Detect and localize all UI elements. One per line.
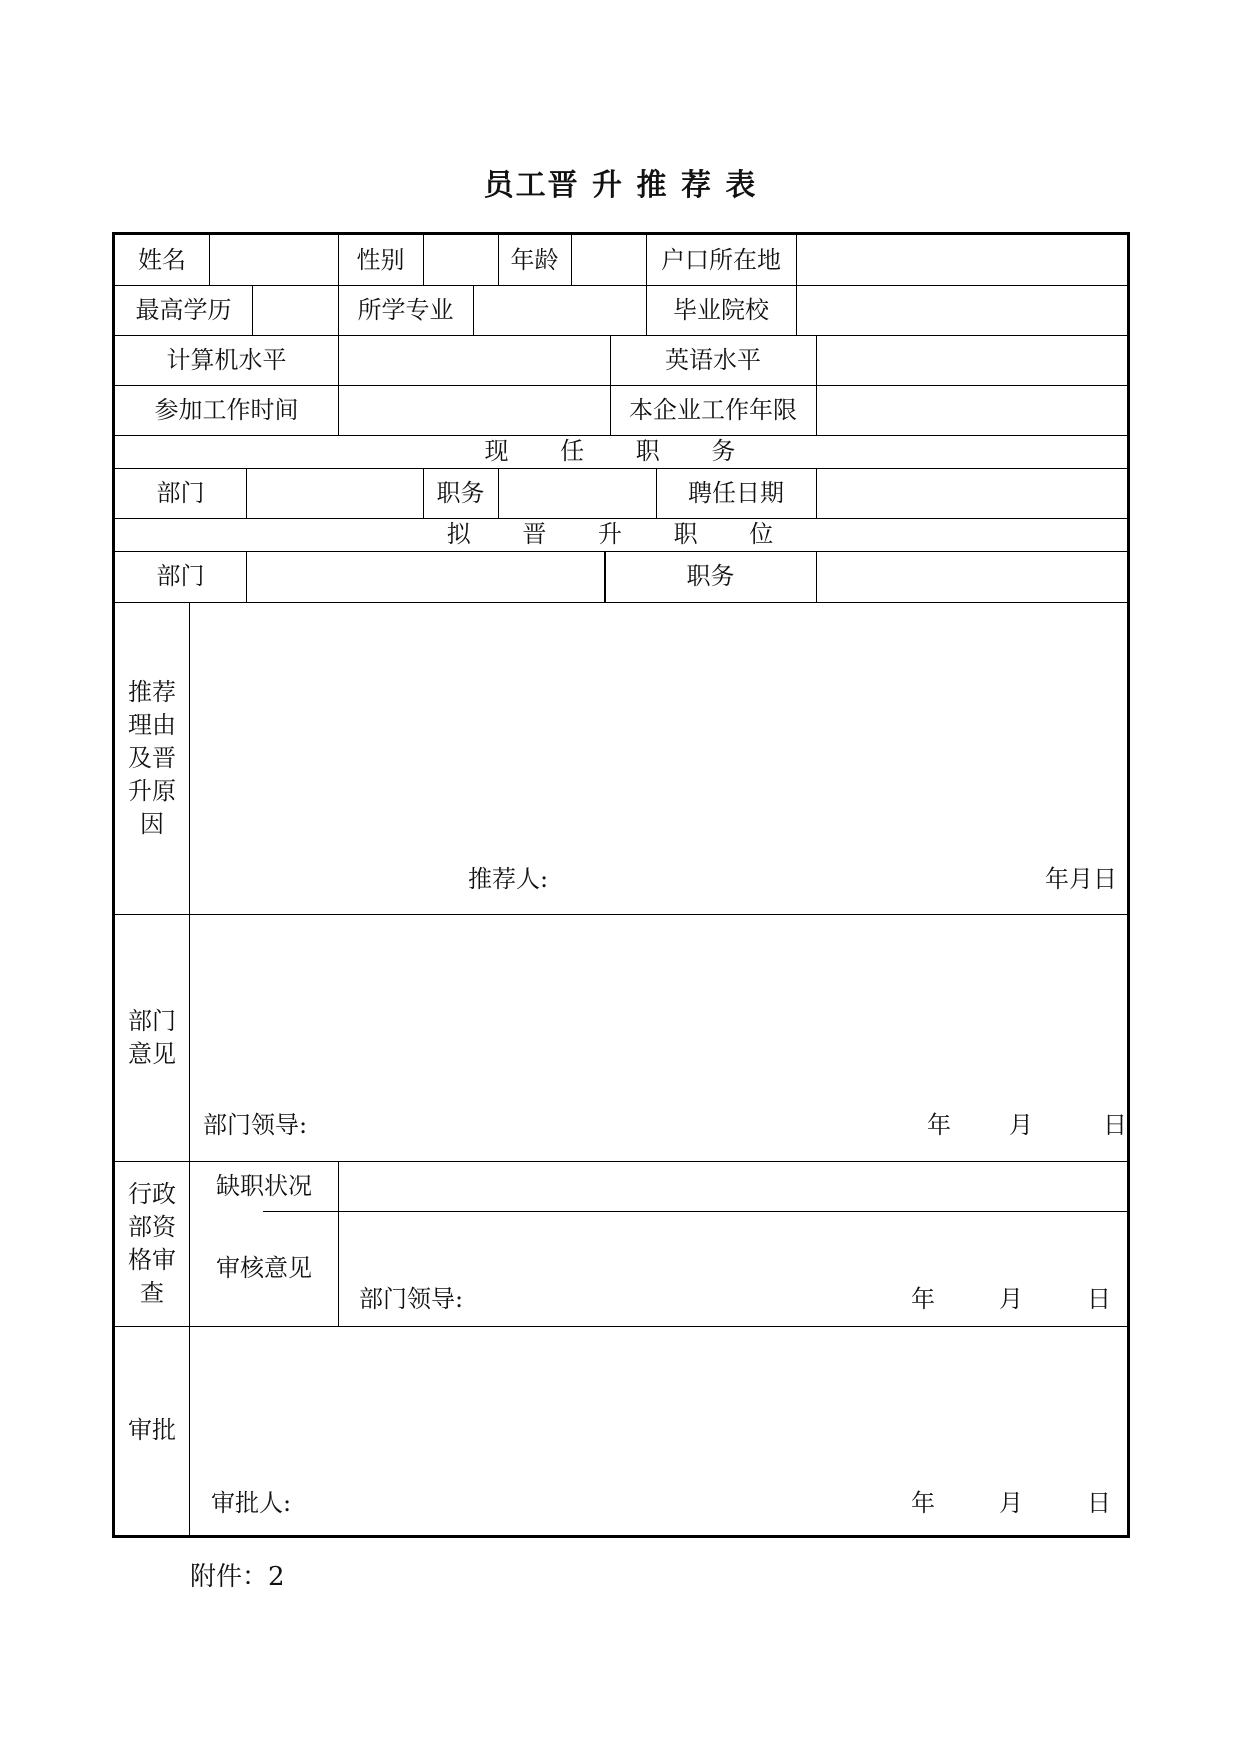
admin-year: 年 [911,1285,935,1313]
proposed-position-label: 职务 [686,562,735,591]
computer-level-label: 计算机水平 [166,345,287,374]
dept-opinion-day: 日 [1103,1111,1127,1139]
proposed-position-title: 拟 晋 升 职 位 [446,520,796,549]
approval-day: 日 [1087,1489,1111,1517]
review-opinion-label: 审核意见 [216,1254,312,1283]
approval-field[interactable] [190,1327,1127,1535]
recommender-label: 推荐人: [468,865,549,893]
education-field[interactable] [253,285,338,335]
gender-label: 性别 [356,245,405,274]
name-label: 姓名 [138,245,186,274]
recommend-date-label: 年月日 [1045,865,1117,893]
hire-date-field[interactable] [817,468,1127,518]
tenure-label: 本企业工作年限 [629,395,797,424]
dept-opinion-year: 年 [927,1111,951,1139]
education-label: 最高学历 [135,295,232,324]
admin-review-label: 行政部资格审查 [128,1179,176,1307]
english-level-field[interactable] [817,335,1127,385]
current-dept-field[interactable] [247,468,423,518]
tenure-field[interactable] [817,385,1127,435]
admin-leader-label: 部门领导: [359,1285,464,1313]
school-field[interactable] [797,285,1127,335]
hukou-field[interactable] [797,235,1127,285]
hire-date-label: 聘任日期 [688,478,784,507]
current-position-label: 职务 [436,478,485,507]
attachment-note: 附件：2 [190,1562,285,1592]
approval-month: 月 [999,1489,1023,1517]
current-position-header [115,435,1127,468]
dept-opinion-label-cell [115,914,189,1161]
admin-day: 日 [1087,1285,1111,1313]
current-dept-label: 部门 [156,478,205,507]
work-start-field[interactable] [339,385,610,435]
proposed-position-header [115,518,1127,551]
approval-label-cell [115,1326,189,1535]
approval-year: 年 [911,1489,935,1517]
vacancy-field[interactable] [339,1161,1127,1211]
dept-opinion-label: 部门意见 [128,1006,176,1068]
admin-review-label-cell [115,1161,189,1326]
form-title: 员工晋 升 推 荐 表 [483,168,758,203]
proposed-position-field[interactable] [817,551,1127,602]
reason-label: 推荐理由及晋升原因 [128,677,176,838]
current-position-title: 现 任 职 务 [484,437,758,466]
approver-label: 审批人: [211,1489,292,1517]
dept-opinion-month: 月 [1009,1111,1033,1139]
gender-field[interactable] [424,235,498,285]
promotion-form [112,232,1130,1538]
computer-level-field[interactable] [339,335,610,385]
reason-label-cell [115,602,189,914]
proposed-dept-field[interactable] [247,551,604,602]
proposed-dept-label: 部门 [156,562,205,591]
work-start-label: 参加工作时间 [154,395,299,424]
approval-label: 审批 [128,1416,176,1444]
age-field[interactable] [572,235,646,285]
admin-month: 月 [999,1285,1023,1313]
dept-leader-label: 部门领导: [203,1111,308,1139]
major-field[interactable] [474,285,646,335]
age-label: 年龄 [510,245,559,274]
english-level-label: 英语水平 [665,345,761,374]
school-label: 毕业院校 [673,295,769,324]
reason-field[interactable] [190,603,1127,914]
hukou-label: 户口所在地 [661,245,781,274]
dept-opinion-field[interactable] [190,915,1127,1161]
name-field[interactable] [210,235,338,285]
vacancy-label: 缺职状况 [216,1171,312,1200]
major-label: 所学专业 [357,295,454,324]
current-position-field[interactable] [499,468,656,518]
